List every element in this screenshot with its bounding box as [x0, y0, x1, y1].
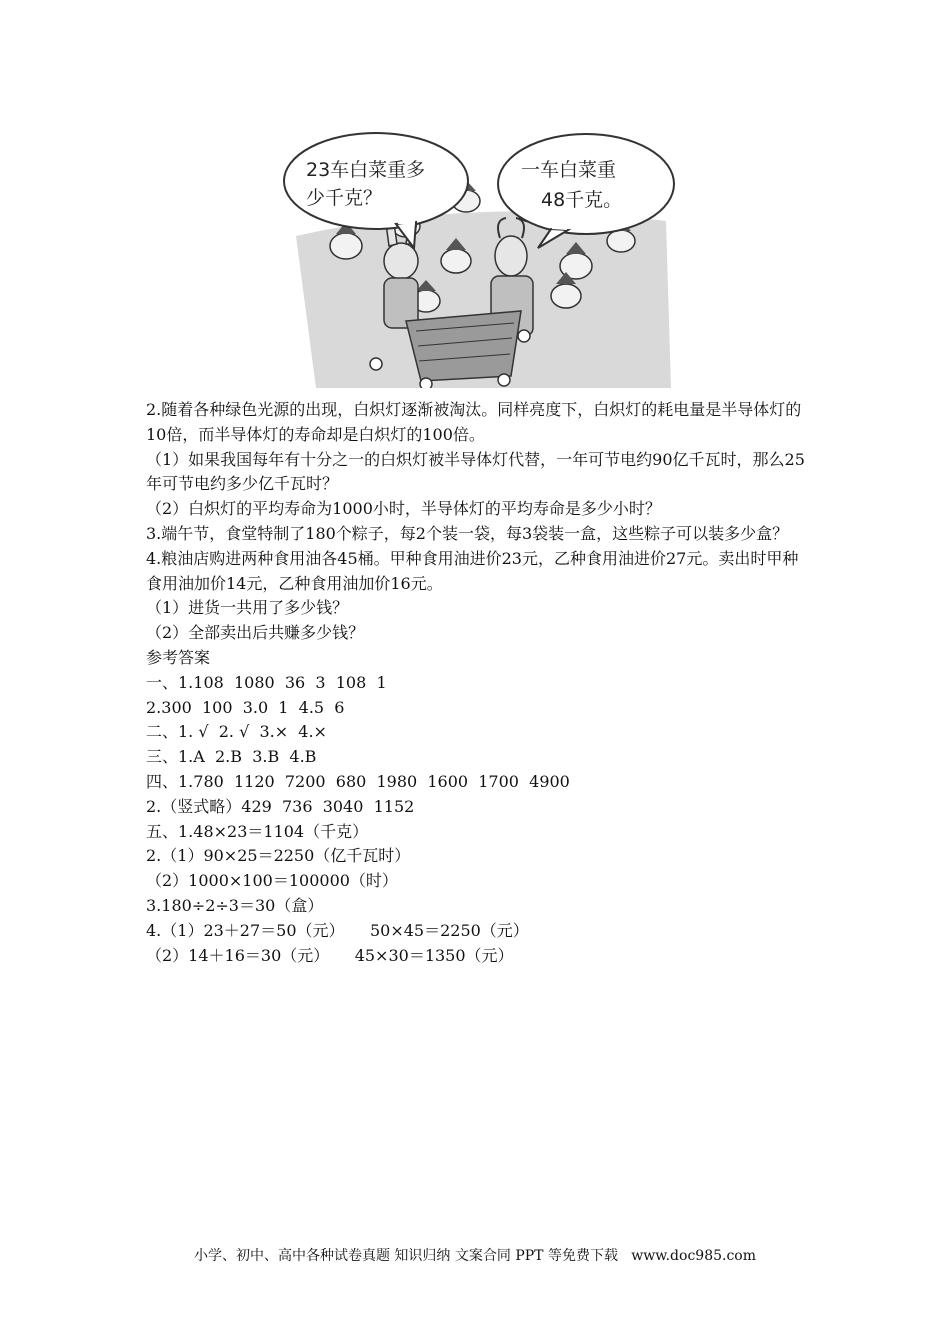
answer-line: 二、1. √ 2. √ 3.× 4.×	[146, 722, 327, 742]
cabbage-illustration	[276, 126, 680, 388]
problem-3: 3.端午节，食堂特制了180个粽子，每2个装一袋，每3袋装一盒，这些粽子可以装多少盒？	[146, 523, 789, 543]
problem-2-part-2: （2）白炽灯的平均寿命为1000小时，半导体灯的平均寿命是多少小时？	[146, 499, 661, 519]
answers-title: 参考答案	[146, 647, 211, 667]
answer-line: 2.（竖式略）429 736 3040 1152	[146, 796, 415, 816]
answer-line: 4.（1）23＋27＝50（元） 50×45＝2250（元）	[146, 920, 529, 940]
answer-line: 2.300 100 3.0 1 4.5 6	[146, 697, 345, 717]
cabbage-scene-image	[276, 126, 680, 388]
answer-line: 三、1.A 2.B 3.B 4.B	[146, 747, 317, 767]
problem-4-part-1: （1）进货一共用了多少钱？	[146, 598, 349, 618]
left-bubble-line-2: 少千克？	[306, 187, 383, 209]
answer-line: 四、1.780 1120 7200 680 1980 1600 1700 4900	[146, 771, 570, 791]
right-bubble-line-2: 48千克。	[541, 189, 623, 211]
page-footer: 小学、初中、高中各种试卷真题 知识归纳 文案合同 PPT 等免费下载 www.doc985.com	[193, 1248, 756, 1264]
answer-line: 2.（1）90×25＝2250（亿千瓦时）	[146, 846, 411, 866]
answer-line: 五、1.48×23＝1104（千克）	[146, 821, 369, 841]
left-bubble-line-1: 23车白菜重多	[306, 159, 426, 181]
document-body	[146, 398, 812, 968]
answer-line: 3.180÷2÷3＝30（盒）	[146, 895, 324, 915]
answer-line: （2）1000×100＝100000（时）	[146, 871, 398, 891]
problem-2: 2.随着各种绿色光源的出现，白炽灯逐渐被淘汰。同样亮度下，白炽灯的耗电量是半导体灯的10倍，而半导体灯的寿命却是白炽灯的100倍。	[146, 400, 802, 444]
problem-2-part-1: （1）如果我国每年有十分之一的白炽灯被半导体灯代替，一年可节电约90亿千瓦时，那么25年可节电约多少亿千瓦时？	[146, 449, 805, 494]
answer-line: （2）14＋16＝30（元） 45×30＝1350（元）	[146, 945, 514, 965]
right-bubble-line-1: 一车白菜重	[521, 159, 617, 181]
answer-line: 一、1.108 1080 36 3 108 1	[146, 672, 387, 692]
problem-4: 4.粮油店购进两种食用油各45桶。甲种食用油进价23元，乙种食用油进价27元。卖出时甲种食用油加价14元，乙种食用油加价16元。	[146, 548, 799, 593]
problem-4-part-2: （2）全部卖出后共赚多少钱？	[146, 623, 365, 643]
